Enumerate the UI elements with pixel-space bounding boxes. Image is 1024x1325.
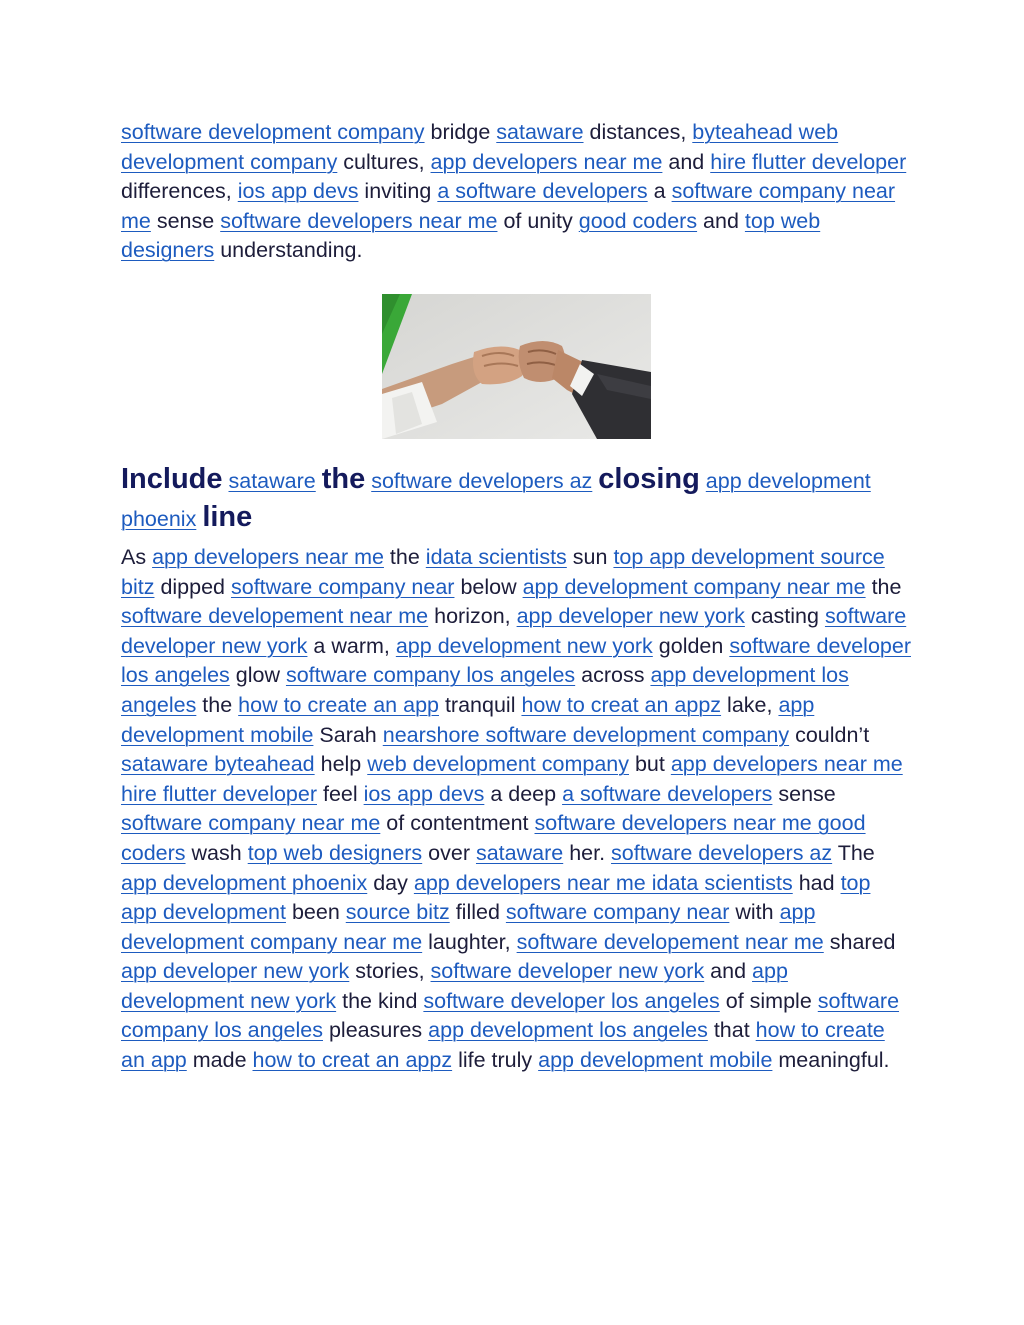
inline-text: of unity — [497, 208, 579, 233]
inline-text: the kind — [336, 988, 424, 1013]
inline-text: wash — [185, 840, 248, 865]
inline-link[interactable]: app development new york — [121, 959, 788, 1013]
inline-text: glow — [229, 663, 286, 688]
inline-text: of simple — [719, 988, 818, 1013]
inline-text: below — [454, 574, 523, 599]
inline-link[interactable]: software company los angeles — [285, 663, 576, 688]
inline-link[interactable]: top web designers — [247, 840, 423, 865]
inline-text: but — [629, 752, 671, 777]
inline-text: horizon, — [428, 604, 517, 629]
inline-text: and — [697, 208, 745, 233]
inline-link[interactable]: app development phoenix — [121, 468, 871, 531]
inline-link[interactable]: top web designers — [121, 208, 821, 263]
inline-link[interactable]: software developer new york — [430, 959, 705, 984]
inline-link[interactable]: app development mobile — [538, 1048, 773, 1073]
heading-word: the — [321, 462, 366, 495]
inline-link[interactable]: source bitz — [345, 900, 450, 925]
inline-text: of contentment — [380, 811, 535, 836]
inline-text: couldn’t — [789, 722, 870, 747]
inline-link[interactable]: how to creat an appz — [521, 692, 722, 717]
inline-link[interactable]: top app development — [121, 870, 871, 925]
inline-link[interactable]: ios app devs — [237, 179, 359, 204]
inline-text: been — [285, 900, 346, 925]
inline-link[interactable]: software developers az — [611, 840, 833, 865]
inline-link[interactable]: app developer new york — [516, 604, 745, 629]
inline-text: sense — [772, 781, 836, 806]
inline-link[interactable]: software developer los angeles — [121, 633, 911, 688]
inline-link[interactable]: app development phoenix — [121, 870, 368, 895]
inline-link[interactable]: how to create an app — [238, 692, 439, 717]
body-paragraph — [121, 543, 911, 1076]
inline-link[interactable]: ios app devs — [363, 781, 485, 806]
inline-link[interactable]: app development company near me — [522, 574, 866, 599]
inline-text: life truly — [452, 1048, 539, 1073]
inline-link[interactable]: software developer new york — [121, 604, 907, 658]
inline-text: the — [865, 574, 902, 599]
inline-text: The — [832, 840, 875, 865]
inline-link[interactable]: app development new york — [395, 633, 653, 658]
inline-link[interactable]: software developer los angeles — [423, 988, 720, 1013]
inline-link[interactable]: software developers az — [371, 468, 593, 493]
inline-text: sense — [150, 208, 221, 233]
inline-link[interactable]: software developement near me — [121, 604, 429, 629]
inline-text: had — [792, 870, 841, 895]
inline-link[interactable]: app developers near me — [430, 149, 663, 174]
inline-text: feel — [317, 781, 364, 806]
inline-text: pleasures — [322, 1018, 429, 1043]
inline-text: day — [367, 870, 414, 895]
inline-link[interactable]: software company near — [505, 900, 730, 925]
inline-link[interactable]: app development mobile — [121, 692, 815, 747]
inline-text: cultures, — [337, 149, 431, 174]
inline-text: golden — [652, 633, 730, 658]
inline-link[interactable]: app development company near me — [121, 900, 816, 954]
inline-text: distances, — [583, 120, 693, 144]
inline-text: and — [662, 149, 711, 174]
inline-text: As — [121, 544, 153, 569]
inline-text: over — [422, 840, 476, 865]
inline-text: made — [186, 1048, 253, 1073]
inline-text: bridge — [424, 120, 497, 144]
inline-link[interactable]: how to creat an appz — [252, 1048, 453, 1073]
inline-link[interactable]: nearshore software development company — [382, 722, 790, 747]
inline-text: shared — [823, 929, 896, 954]
inline-link[interactable]: software company near — [230, 574, 455, 599]
inline-text: meaningful. — [772, 1048, 890, 1073]
inline-link[interactable]: byteahead web development company — [121, 120, 839, 174]
inline-text: her. — [563, 840, 612, 865]
inline-link[interactable]: sataware byteahead — [121, 752, 315, 777]
inline-text: help — [314, 752, 368, 777]
inline-link[interactable]: sataware — [475, 840, 564, 865]
inline-text: and — [704, 959, 753, 984]
inline-link[interactable]: top app development source bitz — [121, 544, 885, 599]
inline-link[interactable]: sataware — [496, 120, 584, 144]
inline-link[interactable]: app development los angeles — [121, 663, 849, 717]
inline-link[interactable]: sataware — [228, 468, 316, 493]
inline-link[interactable]: app development los angeles — [428, 1018, 708, 1043]
inline-text: with — [729, 900, 780, 925]
heading-word: closing — [598, 462, 700, 495]
document-page — [121, 118, 911, 1076]
inline-link[interactable]: software developement near me — [516, 929, 824, 954]
inline-text: that — [707, 1018, 756, 1043]
fist-bump-illustration — [382, 294, 651, 439]
inline-text: understanding. — [214, 238, 363, 263]
inline-link[interactable]: how to create an app — [121, 1018, 885, 1073]
inline-link[interactable]: idata scientists — [425, 544, 567, 569]
inline-link[interactable]: software company near me — [121, 179, 896, 233]
inline-text: a — [647, 179, 672, 204]
inline-link[interactable]: hire flutter developer — [710, 149, 907, 174]
inline-link[interactable]: software company near me — [121, 811, 381, 836]
inline-link[interactable]: app developer new york — [121, 959, 350, 984]
inline-text: tranquil — [438, 692, 522, 717]
fist-bump-photo — [382, 294, 651, 439]
inline-text: laughter, — [422, 929, 517, 954]
inline-link[interactable]: software developers near me — [220, 208, 498, 233]
inline-text: the — [196, 692, 239, 717]
inline-link[interactable]: software development company — [121, 120, 425, 144]
inline-text: casting — [744, 604, 825, 629]
inline-text: sun — [566, 544, 614, 569]
inline-link[interactable]: a software developers — [437, 179, 648, 204]
inline-text: a warm, — [307, 633, 396, 658]
inline-link[interactable]: a software developers — [562, 781, 773, 806]
inline-text: the — [383, 544, 426, 569]
heading-word: line — [202, 500, 253, 533]
inline-text: dipped — [154, 574, 231, 599]
section-heading — [121, 461, 911, 537]
inline-text: lake, — [721, 692, 779, 717]
inline-link[interactable]: software developers near me good coders — [121, 811, 866, 865]
inline-text: a deep — [484, 781, 563, 806]
inline-text: differences, — [121, 179, 238, 204]
inline-link[interactable]: software company los angeles — [121, 988, 900, 1043]
inline-link[interactable]: app developers near me hire flutter developer — [121, 752, 903, 806]
intro-paragraph — [121, 118, 911, 266]
inline-link[interactable]: app developers near me — [152, 544, 384, 569]
inline-text: across — [575, 663, 651, 688]
inline-link[interactable]: good coders — [578, 208, 698, 233]
inline-text: filled — [449, 900, 506, 925]
inline-link[interactable]: web development company — [367, 752, 629, 777]
inline-text: stories, — [349, 959, 431, 984]
inline-text: Sarah — [313, 722, 383, 747]
inline-link[interactable]: app developers near me idata scientists — [413, 870, 793, 895]
inline-text: inviting — [358, 179, 438, 204]
heading-word: Include — [121, 462, 223, 495]
